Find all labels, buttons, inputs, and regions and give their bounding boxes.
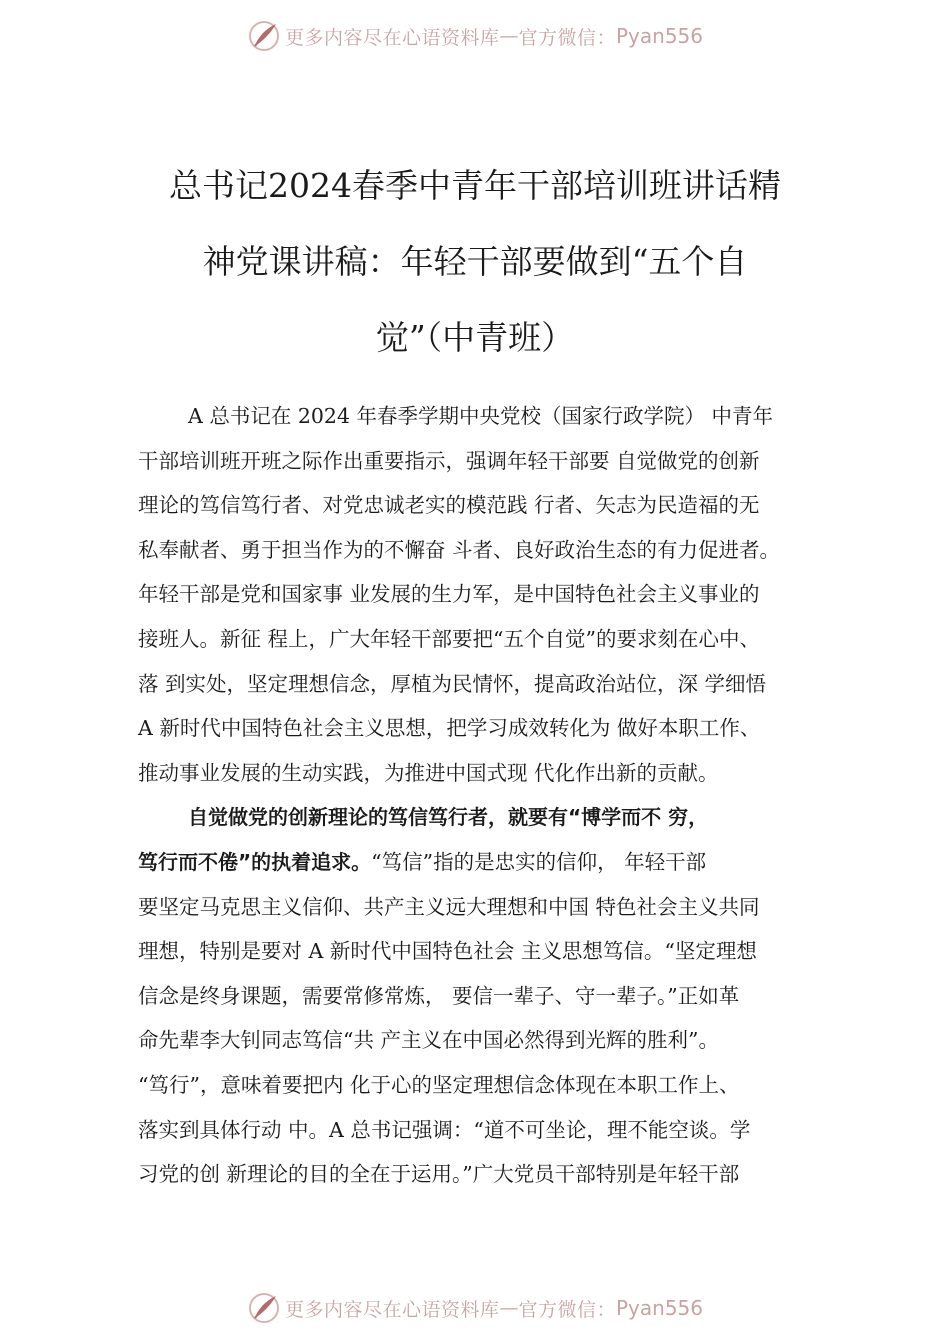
body-line: 要坚定马克思主义信仰、共产主义远大理想和中国 特色社会主义共同 [138, 894, 760, 919]
header-watermark [0, 16, 950, 56]
body-line: 干部培训班开班之际作出重要指示，强调年轻干部要 自觉做党的创新 [138, 448, 760, 473]
body-line: 落实到具体行动 中。A 总书记强调：“道不可坐论，理不能空谈。学 [138, 1117, 751, 1142]
body-line: 推动事业发展的生动实践，为推进中国式现 代化作出新的贡献。 [138, 760, 719, 785]
body-line: 理论的笃信笃行者、对党忠诚老实的模范践 行者、矢志为民造福的无 [138, 493, 760, 518]
watermark-separator: — [499, 1297, 519, 1319]
text-segment: “笃信”指的是忠实的信仰， 年轻干部 [371, 849, 707, 874]
watermark-suffix: 官方微信： [518, 26, 616, 49]
body-line: 接班人。新征 程上，广大年轻干部要把“五个自觉”的要求刻在心中、 [138, 626, 760, 651]
body-line: A 总书记在 2024 年春季学期中央党校（国家行政学院） 中青年 [188, 404, 774, 428]
body-line: 命先辈李大钊同志笃信“共 产主义在中国必然得到光辉的胜利”。 [138, 1028, 719, 1053]
title-line: 觉”（中青班） [375, 318, 575, 357]
watermark-id: Pyan556 [616, 1296, 704, 1320]
footer-watermark [0, 1288, 950, 1328]
body-line: 私奉献者、勇于担当作为的不懈奋 斗者、良好政治生态的有力促进者。 [138, 537, 781, 562]
quill-logo-icon [247, 19, 281, 53]
body-line: 年轻干部是党和国家事 业发展的生力军，是中国特色社会主义事业的 [138, 582, 760, 607]
watermark-text: 更多内容尽在心语资料库 [284, 26, 500, 49]
title-line: 总书记2024春季中青年干部培训班讲话精 [169, 166, 781, 205]
watermark-separator: — [499, 25, 519, 47]
watermark-text: 更多内容尽在心语资料库 [284, 1298, 500, 1321]
bold-segment: 笃行而不倦”的执着追求。 [138, 849, 372, 874]
document-body [138, 394, 838, 1197]
watermark-id: Pyan556 [616, 24, 704, 48]
body-line: 习党的创 新理论的目的全在于运用。”广大党员干部特别是年轻干部 [138, 1162, 740, 1187]
body-line: “笃行”，意味着要把内 化于心的坚定理想信念体现在本职工作上、 [138, 1072, 740, 1097]
watermark-suffix: 官方微信： [518, 1298, 616, 1321]
body-line: A 新时代中国特色社会主义思想，把学习成效转化为 做好本职工作、 [138, 716, 761, 741]
body-line: 落 到实处，坚定理想信念，厚植为民情怀，提高政治站位，深 学细悟 [138, 671, 767, 696]
document-title [0, 148, 950, 376]
title-line: 神党课讲稿：年轻干部要做到“五个自 [202, 242, 748, 281]
quill-logo-icon [247, 1291, 281, 1325]
body-line-bold: 自觉做党的创新理论的笃信笃行者，就要有“博学而不 穷， [188, 805, 709, 830]
body-line: 理想，特别是要对 A 新时代中国特色社会 主义思想笃信。“坚定理想 [138, 939, 757, 964]
body-line [138, 840, 838, 885]
body-line: 信念是终身课题，需要常修常炼， 要信一辈子、守一辈子。”正如革 [138, 983, 740, 1008]
